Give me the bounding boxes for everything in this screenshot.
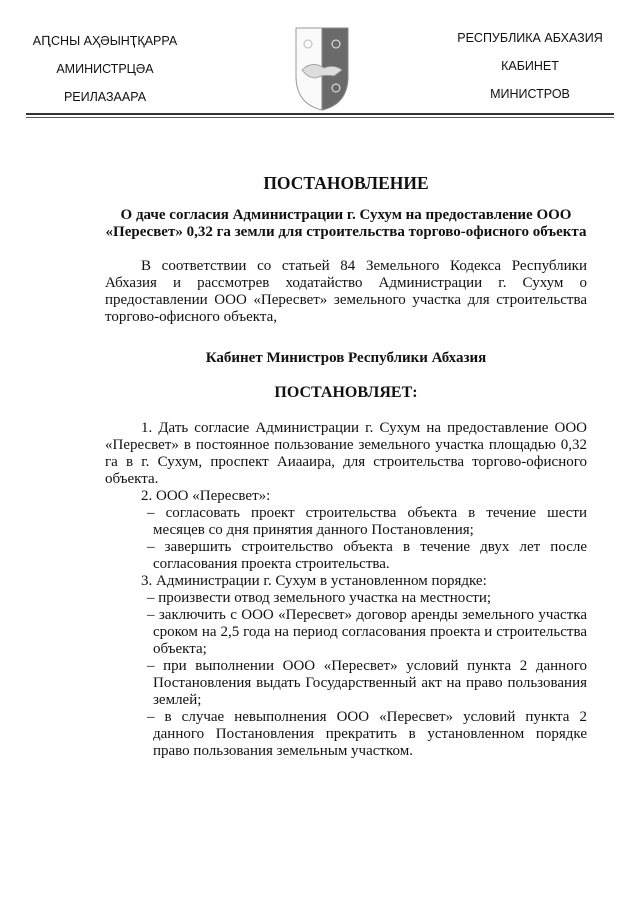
item-3-sub: – произвести отвод земельного участка на местности; [147, 590, 492, 606]
header-divider [26, 113, 614, 115]
item-3-sub: – при выполнении ООО «Пересвет» условий пункта 2 данного Постановления выдать Государственный акт на право пользования землей; [147, 658, 587, 708]
document-title: ПОСТАНОВЛЕНИЕ [263, 173, 429, 193]
preamble: В соответствии со статьей 84 Земельного Кодекса Республики Абхазия и рассмотрев ходатайство Администрации г. Сухум о предоставлении ООО «Пересвет» земельного участка для строительства торгово-офисного объекта, [105, 258, 587, 325]
header-line: РЕСПУБЛИКА АБХАЗИЯ [457, 31, 603, 45]
header-line: МИНИСТРОВ [490, 87, 570, 101]
document-subtitle: О даче согласия Администрации г. Сухум на предоставление ООО «Пересвет» 0,32 га земли для строительства торгово-офисного объекта [105, 207, 587, 240]
header-abkhaz [20, 27, 190, 111]
header-line: АԤСНЫ АҲӘЫНҬҚАРРА [32, 34, 178, 48]
document-body [105, 172, 587, 760]
item-2-sub: – завершить строительство объекта в течение двух лет после согласования проекта строительства. [147, 539, 587, 572]
coat-of-arms-emblem [294, 26, 350, 112]
header-divider-thin [26, 117, 614, 118]
header-russian [440, 24, 620, 108]
header-line: РЕИЛАЗААРА [63, 90, 147, 104]
decree-heading: ПОСТАНОВЛЯЕТ: [274, 384, 418, 401]
header-line: КАБИНЕТ [501, 59, 559, 73]
item-3: 3. Администрации г. Сухум в установленном порядке: [141, 573, 487, 589]
issuer: Кабинет Министров Республики Абхазия [205, 350, 487, 366]
header-line: АМИНИСТРЦӘА [56, 62, 154, 76]
item-2-sub: – согласовать проект строительства объекта в течение шести месяцев со дня принятия данного Постановления; [147, 505, 587, 538]
item-3-sub: – заключить с ООО «Пересвет» договор аренды земельного участка сроком на 2,5 года на период согласования проекта и строительства объекта; [147, 607, 587, 657]
item-2: 2. ООО «Пересвет»: [141, 488, 271, 504]
item-1: 1. Дать согласие Администрации г. Сухум на предоставление ООО «Пересвет» в постоянное пользование земельного участка площадью 0,32 га в г. Сухум, проспект Аиааира, для строительства торгово-офисного объекта. [105, 420, 587, 487]
item-3-sub: – в случае невыполнения ООО «Пересвет» условий пункта 2 данного Постановления прекратить в установленном порядке право пользования земельным участком. [147, 709, 587, 759]
